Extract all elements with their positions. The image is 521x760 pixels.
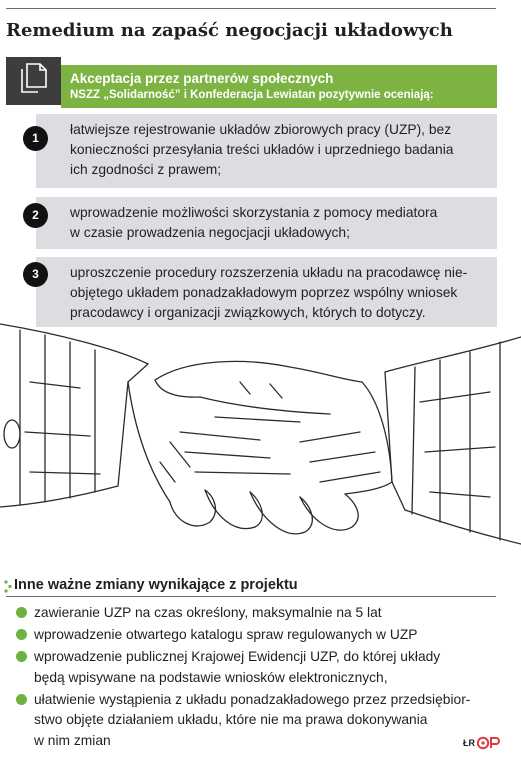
item-line: łatwiejsze rejestrowanie układów zbiorowych pracy (UZP), bez: [70, 122, 452, 137]
item-line: objętego układem ponadzakładowym poprzez wspólny wniosek: [70, 285, 458, 300]
top-rule: [6, 8, 496, 9]
list-item: [16, 690, 500, 752]
acceptance-item-1: [36, 114, 497, 188]
item-number-badge: 2: [23, 203, 48, 228]
list-item: [16, 603, 500, 624]
section-marker-icon: [4, 580, 12, 593]
item-number-badge: 1: [23, 126, 48, 151]
item-line: wprowadzenie możliwości skorzystania z pomocy mediatora: [70, 205, 438, 220]
author-credit: ŁR: [463, 738, 475, 748]
acceptance-item-3: [36, 257, 497, 327]
item-line: konieczności przesyłania treści układów i uprzedniego badania: [70, 142, 454, 157]
item-line: uproszczenie procedury rozszerzenia układu na pracodawcę nie-: [70, 265, 468, 280]
section-title: Inne ważne zmiany wynikające z projektu: [14, 577, 298, 593]
list-item-line: ułatwienie wystąpienia z układu ponadzakładowego przez przedsiębior-: [34, 691, 471, 707]
list-item-line: zawieranie UZP na czas określony, maksymalnie na 5 lat: [34, 605, 382, 620]
list-item-line: wprowadzenie publicznej Krajowej Ewidencji UZP, do której układy: [34, 649, 441, 664]
handshake-illustration: [0, 322, 521, 567]
bullet-dot-icon: [16, 607, 27, 618]
item-line: pracodawcy i organizacji związkowych, których to dotyczy.: [70, 305, 426, 320]
list-item: [16, 625, 500, 646]
list-item-line: stwo objęte działaniem układu, które nie ma prawa dokonywania: [34, 712, 428, 727]
list-item-line: wprowadzenie otwartego katalogu spraw regulowanych w UZP: [34, 627, 418, 642]
list-item: [16, 647, 500, 688]
acceptance-item-2: [36, 197, 497, 249]
banner-subtitle: NSZZ „Solidarność” i Konfederacja Lewiatan pozytywnie oceniają:: [70, 89, 434, 101]
item-line: ich zgodności z prawem;: [70, 162, 222, 177]
documents-icon: [19, 62, 49, 94]
publisher-logo-icon: [477, 736, 501, 750]
list-item-line: będą wpisywane na podstawie wniosków elektronicznych,: [34, 669, 388, 685]
list-item-line: w nim zmian: [34, 732, 111, 748]
other-changes-list: [16, 603, 500, 753]
acceptance-banner: [61, 65, 497, 108]
bullet-dot-icon: [16, 694, 27, 705]
item-number-badge: 3: [23, 262, 48, 287]
page-title: Remedium na zapaść negocjacji układowych: [6, 20, 453, 41]
section-rule: [6, 596, 496, 597]
bullet-dot-icon: [16, 651, 27, 662]
item-line: w czasie prowadzenia negocjacji układowych;: [70, 225, 350, 240]
bullet-dot-icon: [16, 629, 27, 640]
banner-title: Akceptacja przez partnerów społecznych: [70, 71, 334, 86]
